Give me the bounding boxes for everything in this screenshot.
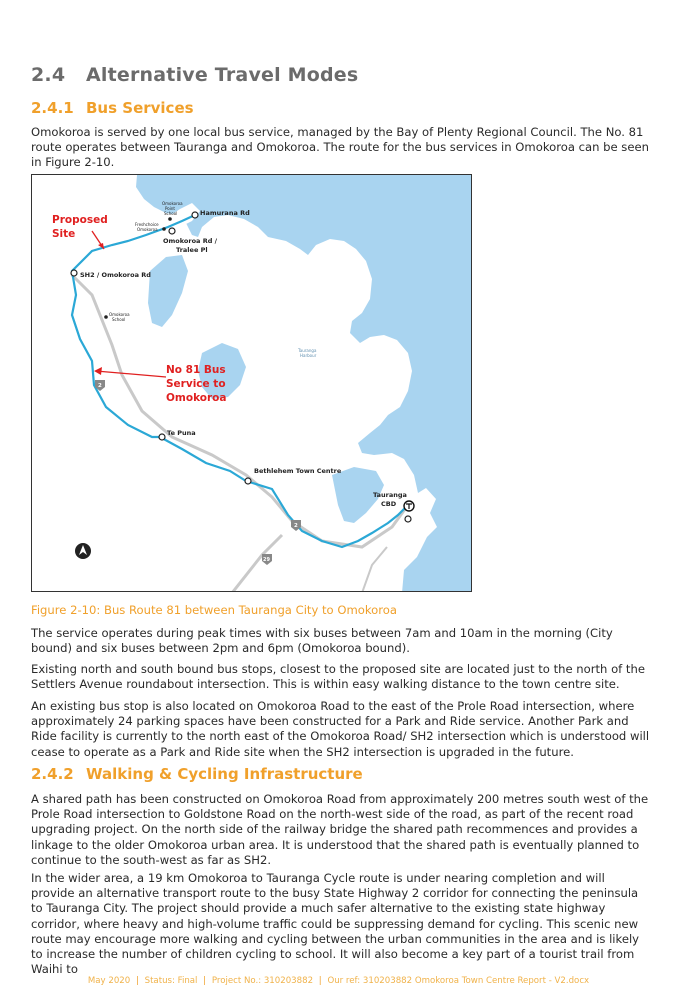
- footer-separator: |: [135, 976, 139, 986]
- bus-paragraph-3: An existing bus stop is also located on Omokoroa Road to the east of the Prole Road intersection, where approximately 24 parking spaces have been constructed for a Park and Ride service. Another Park and Ride facility is currently to the north east of the Omokoroa Road/ SH2 intersection which is understood will cease to operate as a Park and Ride site when the SH2 intersection is upgraded in the future.: [31, 699, 650, 759]
- sh29-shield-label: 29: [263, 557, 270, 563]
- sh2-shield-lower-label: 2: [294, 523, 298, 529]
- footer-date: May 2020: [87, 976, 131, 986]
- footer-project: Project No.: 310203882: [211, 976, 314, 986]
- service-label-2: Service to: [166, 378, 226, 390]
- section-number: 2.4: [31, 64, 66, 86]
- point-school-label-2: Point: [165, 206, 175, 211]
- bus-services-number: 2.4.1: [31, 99, 74, 117]
- omokoroa-school-label-2: School: [112, 317, 126, 322]
- figure-caption: Figure 2-10: Bus Route 81 between Tauranga City to Omokoroa: [31, 603, 397, 617]
- service-label-1: No 81 Bus: [166, 364, 226, 376]
- footer-status: Status: Final: [144, 976, 198, 986]
- bus-intro-paragraph: Omokoroa is served by one local bus service, managed by the Bay of Plenty Regional Council. The No. 81 route operates between Tauranga and Omokoroa. The route for the bus services in Omokoroa can be seen in Figure 2-10.: [31, 125, 649, 170]
- walking-paragraph-2: In the wider area, a 19 km Omokoroa to Tauranga Cycle route is under nearing completion and will provide an alternative transport route to the busy State Highway 2 corridor for connecting the peninsula to Tauranga City. The project should provide a much safer alternative to the existing state highway corridor, where heavy and high-volume traffic could be suppressing demand for cycling. This scenic new route may encourage more walking and cycling between the urban communities in the area and is likely to increase the number of children cycling to school. It will also become a key part of a tourist trail from Waihi to: [31, 871, 640, 977]
- hamurana-label: Hamurana Rd: [200, 209, 250, 217]
- bus-paragraph-1: The service operates during peak times with six buses between 7am and 10am in the morning (City bound) and six buses between 2pm and 6pm (Omokoroa bound).: [31, 626, 613, 656]
- proposed-site-label: Proposed: [52, 214, 108, 226]
- walking-cycling-title: Walking & Cycling Infrastructure: [86, 765, 363, 783]
- school-dot-point: [168, 217, 172, 221]
- freshchoice-label-2: Omokoroa: [137, 227, 158, 232]
- proposed-site-label-2: Site: [52, 228, 76, 240]
- stop-sh2-omokoroa: [71, 270, 77, 276]
- service-arrowhead: [94, 367, 102, 375]
- stop-bethlehem: [245, 478, 251, 484]
- stop-hamurana: [192, 212, 198, 218]
- harbour-label-2: Harbour: [300, 353, 317, 358]
- school-dot-omokoroa: [104, 315, 108, 319]
- walking-paragraph-1: A shared path has been constructed on Omokoroa Road from approximately 200 metres south west of the Prole Road intersection to Goldstone Road on the north-west side of the road, as part of the recent road upgrading project. On the north side of the railway bridge the shared path recommences and provides a linkage to the older Omokoroa urban area. It is understood that the shared path is eventually planned to continue to the south-west as far as SH2.: [31, 792, 649, 867]
- map-drawing: [32, 175, 472, 592]
- freshchoice-label-1: Freshchoice: [135, 222, 159, 227]
- walking-cycling-heading: [31, 765, 363, 783]
- school-dot-freshchoice: [162, 227, 166, 231]
- omokoroa-school-label-1: Omokoroa: [109, 312, 130, 317]
- tauranga-cbd-label-1: Tauranga: [373, 491, 407, 499]
- footer-separator: |: [203, 976, 207, 986]
- service-arrow: [96, 371, 166, 377]
- bethlehem-label: Bethlehem Town Centre: [254, 467, 342, 475]
- bus-paragraph-2: Existing north and south bound bus stops, closest to the proposed site are located just to the north of the Settlers Avenue roundabout intersection. This is within easy walking distance to the town centre site.: [31, 662, 645, 692]
- omokoroa-rd-label-2: Tralee Pl: [176, 246, 208, 254]
- walking-cycling-number: 2.4.2: [31, 765, 74, 783]
- bus-services-title: Bus Services: [86, 99, 194, 117]
- page-footer: [0, 976, 677, 986]
- te-puna-label: Te Puna: [167, 429, 196, 437]
- footer-ref: Our ref: 310203882 Omokoroa Town Centre Report - V2.docx: [327, 976, 590, 986]
- island: [250, 249, 304, 295]
- road-local: [362, 547, 387, 592]
- tauranga-cbd-label-2: CBD: [381, 500, 397, 508]
- stop-te-puna: [159, 434, 165, 440]
- sh2-omokoroa-label: SH2 / Omokoroa Rd: [80, 271, 151, 279]
- omokoroa-rd-label-1: Omokoroa Rd /: [163, 237, 217, 245]
- section-heading: [31, 64, 358, 86]
- bus-route-map: [31, 174, 472, 592]
- section-title: Alternative Travel Modes: [86, 64, 359, 86]
- footer-separator: |: [318, 976, 322, 986]
- inlet-west: [148, 255, 188, 327]
- harbour-label-1: Tauranga: [298, 348, 317, 353]
- road-sh29: [232, 535, 282, 592]
- point-school-label-1: Omokoroa: [162, 201, 183, 206]
- bus-services-heading: [31, 99, 194, 117]
- stop-omokoroa-rd: [169, 228, 175, 234]
- stop-tauranga-cbd: [405, 516, 411, 522]
- sh2-shield-label: 2: [98, 383, 102, 389]
- service-label-3: Omokoroa: [166, 392, 227, 404]
- point-school-label-3: School: [164, 211, 178, 216]
